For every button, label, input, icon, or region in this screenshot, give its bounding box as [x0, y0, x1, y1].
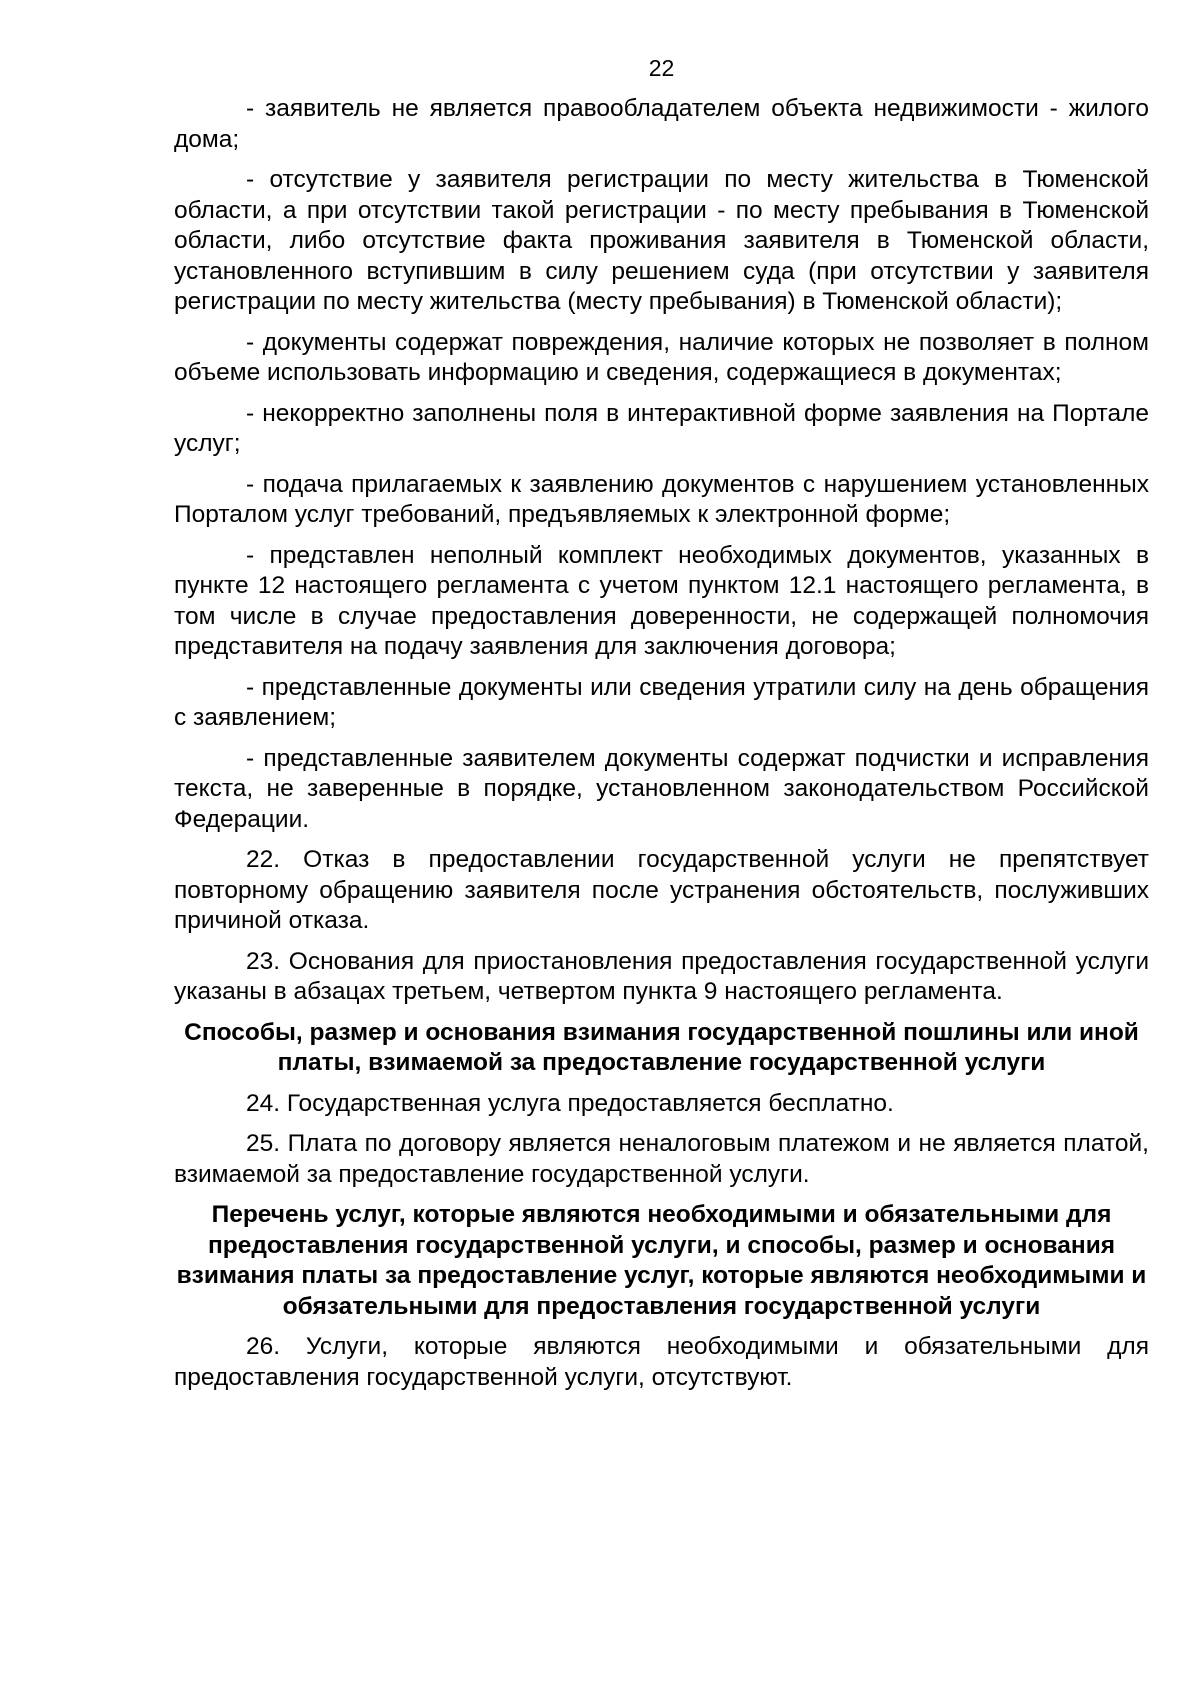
paragraph-item-26: 26. Услуги, которые являются необходимыми и обязательными для предоставления государственной услуги, отсутствуют. [174, 1333, 1149, 1391]
paragraph-incomplete-set: - представлен неполный комплект необходимых документов, указанных в пункте 12 настоящего регламента с учетом пунктом 12.1 настоящего регламента, в том числе в случае предоставления доверенности, не содержащей полномочия представителя на подачу заявления для заключения договора; [174, 541, 1149, 660]
paragraph-item-24: 24. Государственная услуга предоставляется бесплатно. [246, 1089, 894, 1117]
paragraph-item-22: 22. Отказ в предоставлении государственной услуги не препятствует повторному обращению заявителя после устранения обстоятельств, послуживших причиной отказа. [174, 846, 1149, 934]
paragraph-item-25: 25. Плата по договору является неналоговым платежом и не является платой, взимаемой за предоставление государственной услуги. [174, 1130, 1149, 1188]
document-page [174, 54, 1149, 1403]
paragraph-corrections: - представленные заявителем документы содержат подчистки и исправления текста, не заверенные в порядке, установленном законодательством Российской Федерации. [174, 744, 1149, 833]
paragraph-damaged-documents: - документы содержат повреждения, наличие которых не позволяет в полном объеме использовать информацию и сведения, содержащиеся в документах; [174, 328, 1149, 386]
paragraph-incorrect-fields: - некорректно заполнены поля в интерактивной форме заявления на Портале услуг; [174, 399, 1149, 457]
paragraph-not-rightholder: - заявитель не является правообладателем объекта недвижимости - жилого дома; [174, 95, 1149, 153]
paragraph-electronic-form-violation: - подача прилагаемых к заявлению документов с нарушением установленных Порталом услуг требований, предъявляемых к электронной форме; [174, 470, 1149, 528]
page-number: 22 [648, 55, 675, 81]
paragraph-item-23: 23. Основания для приостановления предоставления государственной услуги указаны в абзацах третьем, четвертом пункта 9 настоящего регламента. [174, 947, 1149, 1005]
section-heading-required-services: Перечень услуг, которые являются необходимыми и обязательными для предоставления государственной услуги, и способы, размер и основания взимания платы за предоставление услуг, которые являются необходимыми и обязательными для предоставления государственной услуги [176, 1201, 1147, 1320]
paragraph-no-registration: - отсутствие у заявителя регистрации по месту жительства в Тюменской области, а при отсутствии такой регистрации - по месту пребывания в Тюменской области, либо отсутствие факта проживания заявителя в Тюменской области, установленного вступившим в силу решением суда (при отсутствии у заявителя регистрации по месту жительства (месту пребывания) в Тюменской области); [174, 166, 1149, 315]
section-heading-fees: Способы, размер и основания взимания государственной пошлины или иной платы, взимаемой за предоставление государственной услуги [184, 1018, 1139, 1076]
paragraph-expired-documents: - представленные документы или сведения утратили силу на день обращения с заявлением; [174, 673, 1149, 731]
